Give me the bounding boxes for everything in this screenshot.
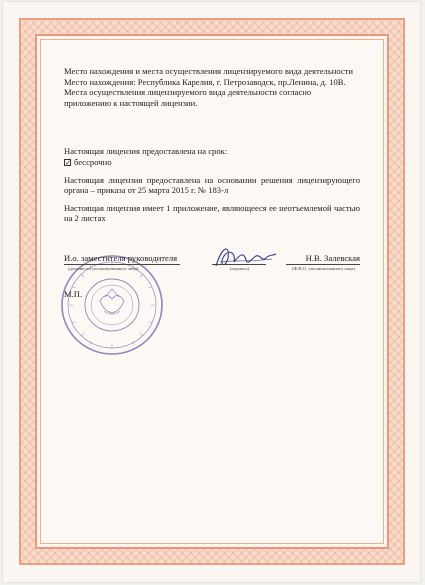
term-heading: Настоящая лицензия предоставлена на срок:	[64, 146, 228, 157]
term-option	[64, 157, 360, 168]
basis-text: Настоящая лицензия предоставлена на основании решения лицензирующего органа – приказа от 25 марта 2015 г. № 183-л	[64, 174, 360, 196]
appendix-text: Настоящая лицензия имеет 1 приложение, являющееся ее неотъемлемой частью на 2 листах	[64, 202, 360, 224]
license-body	[64, 66, 360, 224]
signature-line	[212, 264, 266, 265]
checkbox-icon: ✓	[65, 158, 71, 167]
location-places: Места осуществления лицензируемого вида деятельности согласно приложению к настоящей лицензии.	[64, 87, 312, 108]
caption-name: (Ф.И.О. уполномоченного лица)	[292, 266, 355, 271]
signatory-position: И.о. заместителя руководителя	[64, 253, 178, 263]
term-value: бессрочно	[74, 156, 112, 167]
signature-row	[64, 253, 360, 273]
location-address: Место нахождения: Республика Карелия, г. Петрозаводск, пр.Ленина, д. 10В.	[64, 76, 346, 87]
stamp-label: М.П.	[64, 289, 83, 299]
name-line	[286, 264, 360, 265]
position-line	[64, 264, 180, 265]
location-heading: Место нахождения и места осуществления лицензируемого вида деятельности	[64, 66, 354, 76]
caption-position: (должность уполномоченного лица)	[68, 266, 139, 271]
signatory-name: Н.В. Залевская	[305, 253, 360, 263]
caption-signature: (подпись)	[230, 266, 250, 271]
